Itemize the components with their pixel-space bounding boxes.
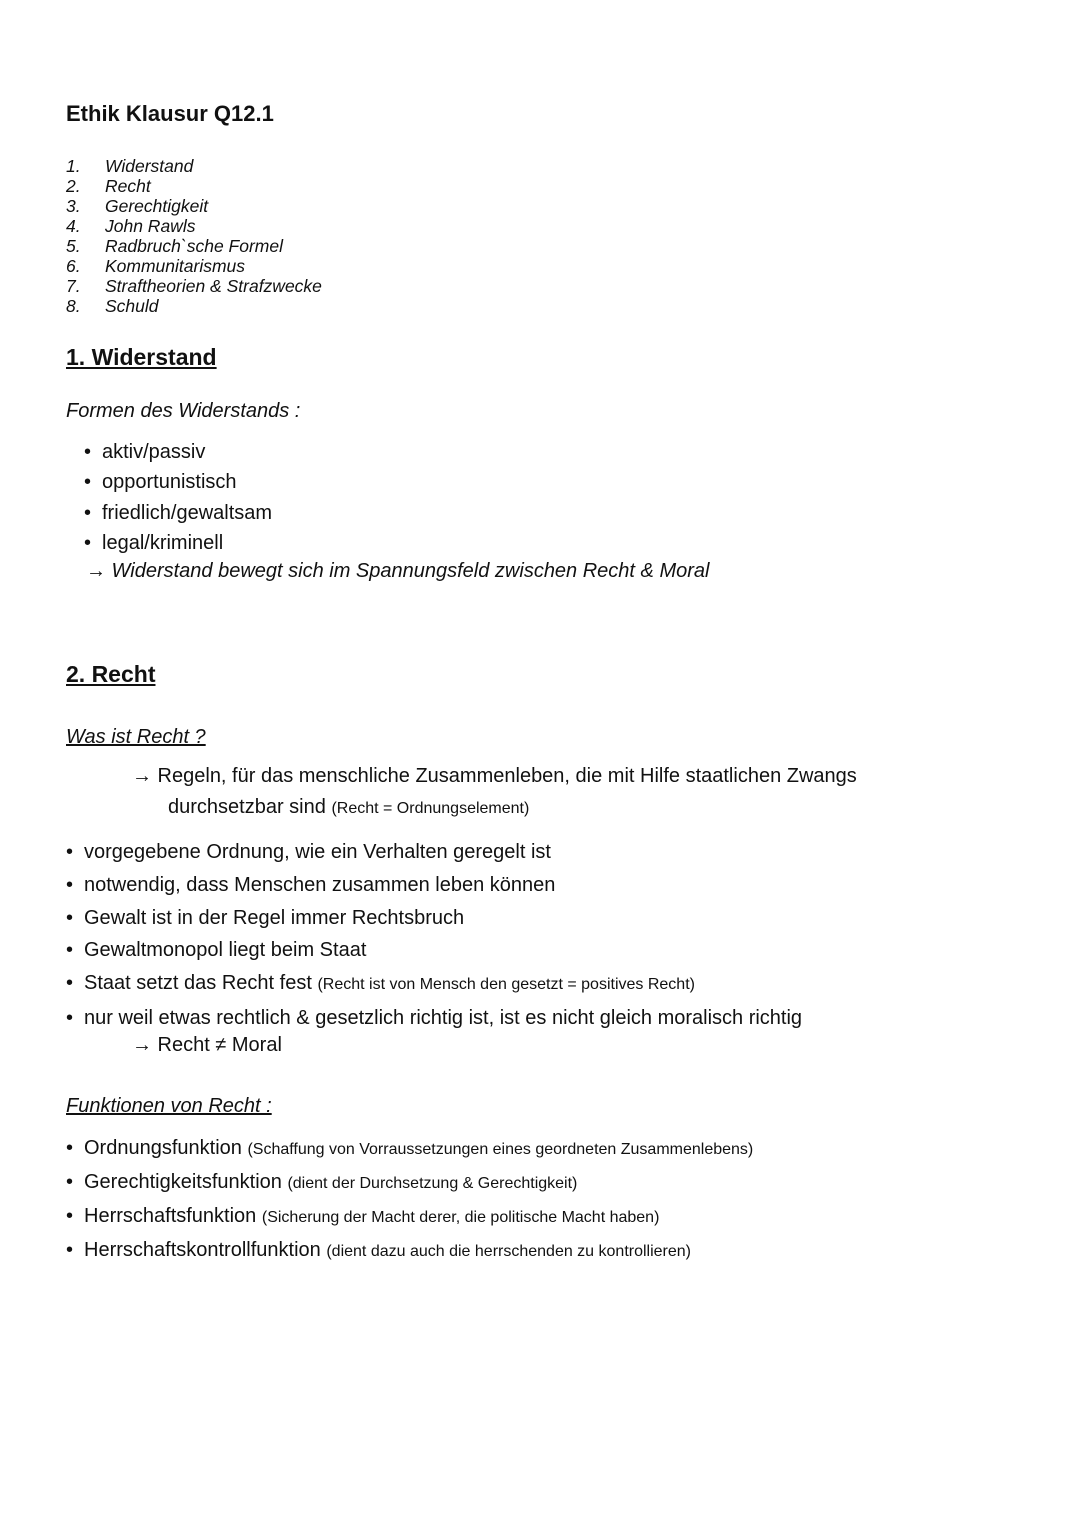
list-item-text: Staat setzt das Recht fest <box>84 972 312 995</box>
toc-label: Radbruch`sche Formel <box>105 236 283 256</box>
bullet-icon: • <box>66 939 74 962</box>
toc-item <box>66 296 322 316</box>
list-item <box>66 1200 753 1234</box>
widerstand-conclusion: → Widerstand bewegt sich im Spannungsfeld zwischen Recht & Moral <box>86 560 710 582</box>
list-item-text: Herrschaftskontrollfunktion <box>84 1239 321 1261</box>
list-item <box>66 1234 753 1268</box>
list-item-note: (Schaffung von Vorraussetzungen eines geordneten Zusammenlebens) <box>247 1141 754 1158</box>
list-item <box>66 836 802 869</box>
definition-continuation <box>132 792 932 824</box>
functions-heading: Funktionen von Recht : <box>66 1095 272 1117</box>
recht-conclusion: → Recht ≠ Moral <box>132 1034 282 1056</box>
recht-question: Was ist Recht ? <box>66 726 206 748</box>
bullet-icon: • <box>66 1205 74 1227</box>
toc-number: 5. <box>66 236 81 256</box>
list-item-note: (Recht ist von Mensch den gesetzt = positives Recht) <box>317 976 695 994</box>
list-item <box>66 934 802 967</box>
bullet-icon: • <box>66 1239 74 1261</box>
list-item <box>66 1002 802 1035</box>
toc-number: 1. <box>66 156 81 176</box>
functions-list <box>66 1132 753 1268</box>
definition-note: (Recht = Ordnungselement) <box>331 800 530 817</box>
bullet-icon: • <box>84 441 92 463</box>
toc-item <box>66 276 322 296</box>
bullet-icon: • <box>66 841 74 863</box>
bullet-icon: • <box>66 873 74 896</box>
list-item <box>66 1166 753 1200</box>
toc-number: 6. <box>66 256 81 276</box>
list-item-text: Ordnungsfunktion <box>84 1137 242 1159</box>
list-item-text: opportunistisch <box>102 471 237 494</box>
list-item <box>66 1132 753 1166</box>
toc-number: 2. <box>66 176 81 196</box>
toc-item <box>66 156 322 176</box>
toc-number: 7. <box>66 276 81 296</box>
document-title: Ethik Klausur Q12.1 <box>66 101 274 126</box>
section-heading-recht: 2. Recht <box>66 661 156 687</box>
list-item <box>84 437 272 467</box>
list-item-text: Gerechtigkeitsfunktion <box>84 1171 282 1193</box>
list-item-text: notwendig, dass Menschen zusammen leben können <box>84 873 556 896</box>
widerstand-intro: Formen des Widerstands : <box>66 400 301 422</box>
list-item-text: nur weil etwas rechtlich & gesetzlich richtig ist, ist es nicht gleich moralisch richtig <box>84 1006 803 1029</box>
toc-item <box>66 216 322 236</box>
toc-label: Straftheorien & Strafzwecke <box>105 276 322 296</box>
widerstand-list <box>84 437 272 558</box>
list-item-note: (Sicherung der Macht derer, die politische Macht haben) <box>261 1209 660 1226</box>
toc-label: Kommunitarismus <box>105 256 246 276</box>
bullet-icon: • <box>66 1171 74 1193</box>
list-item-text: Herrschaftsfunktion <box>84 1205 257 1227</box>
list-item-text: vorgegebene Ordnung, wie ein Verhalten geregelt ist <box>84 841 551 863</box>
bullet-icon: • <box>66 1137 74 1159</box>
bullet-icon: • <box>84 531 92 554</box>
table-of-contents <box>66 156 322 316</box>
definition-line: durchsetzbar sind <box>168 796 326 818</box>
list-item-text: Gewaltmonopol liegt beim Staat <box>84 939 367 962</box>
toc-label: John Rawls <box>105 216 196 236</box>
list-item-text: Gewalt ist in der Regel immer Rechtsbruch <box>84 906 465 929</box>
list-item-note: (dient dazu auch die herrschenden zu kontrollieren) <box>326 1243 692 1260</box>
toc-number: 4. <box>66 216 81 236</box>
bullet-icon: • <box>84 471 92 494</box>
toc-item <box>66 196 322 216</box>
section-heading-widerstand: 1. Widerstand <box>66 344 217 370</box>
list-item <box>66 902 802 935</box>
list-item <box>66 869 802 902</box>
bullet-icon: • <box>66 972 74 995</box>
list-item-text: friedlich/gewaltsam <box>102 501 273 524</box>
list-item <box>84 528 272 558</box>
bullet-icon: • <box>66 906 74 929</box>
list-item-text: aktiv/passiv <box>102 441 206 463</box>
recht-list <box>66 836 802 1035</box>
recht-definition <box>132 761 932 824</box>
list-item <box>84 467 272 497</box>
list-item-text: legal/kriminell <box>102 531 224 554</box>
bullet-icon: • <box>66 1006 74 1029</box>
list-item <box>66 967 802 1002</box>
toc-item <box>66 176 322 196</box>
toc-label: Recht <box>105 176 151 196</box>
list-item-note: (dient der Durchsetzung & Gerechtigkeit) <box>287 1175 578 1192</box>
list-item <box>84 498 272 528</box>
toc-item <box>66 236 322 256</box>
toc-label: Widerstand <box>105 156 194 176</box>
toc-label: Gerechtigkeit <box>105 196 209 216</box>
toc-item <box>66 256 322 276</box>
bullet-icon: • <box>84 501 92 524</box>
definition-line: → Regeln, für das menschliche Zusammenleben, die mit Hilfe staatlichen Zwangs <box>132 765 857 787</box>
toc-number: 8. <box>66 296 81 316</box>
toc-label: Schuld <box>105 296 159 316</box>
toc-number: 3. <box>66 196 81 216</box>
